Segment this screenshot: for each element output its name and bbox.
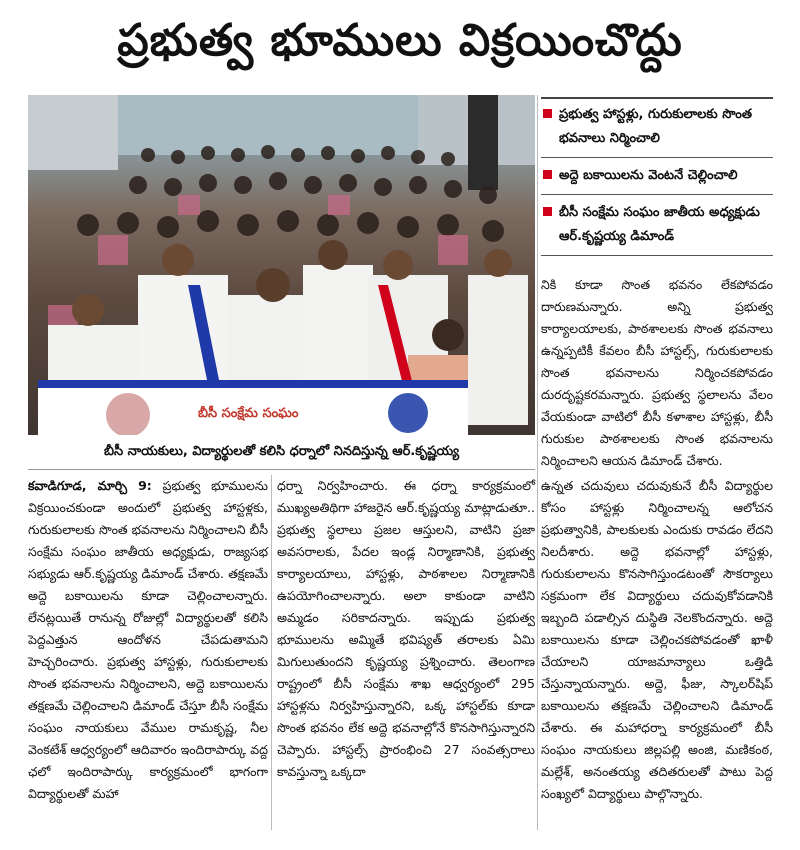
news-photo <box>28 95 535 435</box>
protest-photo-illustration <box>28 95 535 435</box>
photo-caption: బీసీ నాయకులు, విద్యార్థులతో కలిసి ధర్నాలో నినదిస్తున్న ఆర్.కృష్ణయ్య <box>28 437 535 470</box>
highlights-box <box>541 97 773 256</box>
article-column-1 <box>28 475 268 805</box>
article-column-right-top <box>541 274 773 472</box>
highlight-item: ప్రభుత్వ హాస్టళ్లు, గురుకులాలకు సొంత భవనాలు నిర్మించాలి <box>541 97 773 158</box>
article-text: ప్రభుత్వ భూములను విక్రయించకుండా అందులో ప్రభుత్వ హాస్టళ్లకు, గురుకులాలకు సొంత భవనాలను నిర్మించాలని బీసీ సంక్షేమ సంఘం జాతీయ అధ్యక్షుడు, రాజ్యసభ సభ్యుడు ఆర్.కృష్ణయ్య డిమాండ్ చేశారు. తక్షణమే అద్దె బకాయిలను కూడా చెల్లించాలన్నారు. లేనట్లయితే రానున్న రోజుల్లో విద్యార్థులతో కలిసి పెద్దఎత్తున ఆందోళన చేపడుతామని హెచ్చరించారు. ప్రభుత్వ హాస్టళ్లు, గురుకులాలకు సొంత భవనాలను నిర్మించాలని, అద్దె బకాయిలను తక్షణమే చెల్లించాలని డిమాండ్ చేస్తూ బీసీ సంక్షేమ సంఘం నాయకులు వేముల రామకృష్ణ, నీల వెంకటేశ్ ఆధ్వర్యంలో ఆదివారం ఇందిరాపార్కు వద్ద ఛలో ఇందిరాపార్కు కార్యక్రమంలో భాగంగా విద్యార్థులతో మహా <box>28 478 268 801</box>
dateline: కవాడిగూడ, మార్చి 9: <box>28 478 152 493</box>
article-text: నికి కూడా సొంత భవనం లేకపోవడం దారుణమన్నారు. అన్ని ప్రభుత్వ కార్యాలయాలకు, పాఠశాలలకు సొంత భవనాలు ఉన్నప్పటికీ కేవలం బీసీ హాస్టల్స్, గురుకులాలకు సొంత భవనాలను నిర్మించకపోవడం దురదృష్టకరమన్నారు. ప్రభుత్వ స్థలాలను వేలం వేయకుండా వాటిలో బీసీ కళాశాల హాస్టళ్లు, బీసీ గురుకుల పాఠశాలలకు సొంత భవనాలను నిర్మించాలని ఆయన డిమాండ్ చేశారు. <box>541 277 773 468</box>
headline <box>0 0 800 92</box>
banner-text: బీసీ సంక్షేమ సంఘం <box>198 406 299 421</box>
article-column-2 <box>277 475 535 783</box>
article-column-3 <box>541 475 773 805</box>
highlight-item: బీసీ సంక్షేమ సంఘం జాతీయ అధ్యక్షుడు ఆర్.కృష్ణయ్య డిమాండ్ <box>541 195 773 256</box>
article-text: ఉన్నత చదువులు చదువుకునే బీసీ విద్యార్థుల కోసం హాస్టళ్లు నిర్మించాలన్న ఆలోచన ప్రభుత్వానికి, పాలకులకు ఎందుకు రావడం లేదని నిలదీశారు. అద్దె భవనాల్లో హాస్టళ్లు, గురుకులాలను కొనసాగిస్తుండటంతో సౌకర్యాలు సక్రమంగా లేక విద్యార్థులు చదువుకోవడానికి ఇబ్బంది పడాల్సిన దుస్థితి నెలకొందన్నారు. అద్దె బకాయిలను కూడా చెల్లించకపోవడంతో ఖాళీ చేయాలని యాజమాన్యాలు ఒత్తిడి చేస్తున్నాయన్నారు. అద్దె, ఫీజు, స్కాలర్‌షిప్ బకాయిలను తక్షణమే చెల్లించాలని డిమాండ్ చేశారు. ఈ మహాధర్నా కార్యక్రమంలో బీసీ సంఘం నాయకులు జిల్లపల్లి అంజి, మణికంఠ, మల్లేశ్, అనంతయ్య తదితరులతో పాటు పెద్ద సంఖ్యలో విద్యార్థులు పాల్గొన్నారు. <box>541 478 773 801</box>
highlight-item: అద్దె బకాయిలను వెంటనే చెల్లించాలి <box>541 158 773 195</box>
headline-text: ప్రభుత్వ భూములు విక్రయించొద్దు <box>117 15 683 66</box>
column-divider <box>271 475 272 830</box>
article-text: ధర్నా నిర్వహించారు. ఈ ధర్నా కార్యక్రమంలో ముఖ్యఅతిథిగా హాజరైన ఆర్.కృష్ణయ్య మాట్లాడుతూ.. ప్రభుత్వ స్థలాలు ప్రజల ఆస్తులని, వాటిని ప్రజా అవసరాలకు, పేదల ఇండ్ల నిర్మాణానికి, ప్రభుత్వ కార్యాలయాలు, హాస్టళ్లు, పాఠశాలల నిర్మాణానికి ఉపయోగించాలన్నారు. అలా కాకుండా వాటిని అమ్మడం సరికాదన్నారు. ఇప్పుడు ప్రభుత్వ భూములను అమ్మితే భవిష్యత్ తరాలకు ఏమి మిగులుతుందని కృష్ణయ్య ప్రశ్నించారు. తెలంగాణ రాష్ట్రంలో బీసీ సంక్షేమ శాఖ ఆధ్వర్యంలో 295 హాస్టళ్లను నిర్వహిస్తున్నారని, ఒక్క హాస్టల్‌కు కూడా సొంత భవనం లేక అద్దె భవనాల్లోనే కొనసాగిస్తున్నారని చెప్పారు. హాస్టల్స్ ప్రారంభించి 27 సంవత్సరాలు కావస్తున్నా ఒక్కదా <box>277 478 535 779</box>
column-divider <box>537 95 538 830</box>
